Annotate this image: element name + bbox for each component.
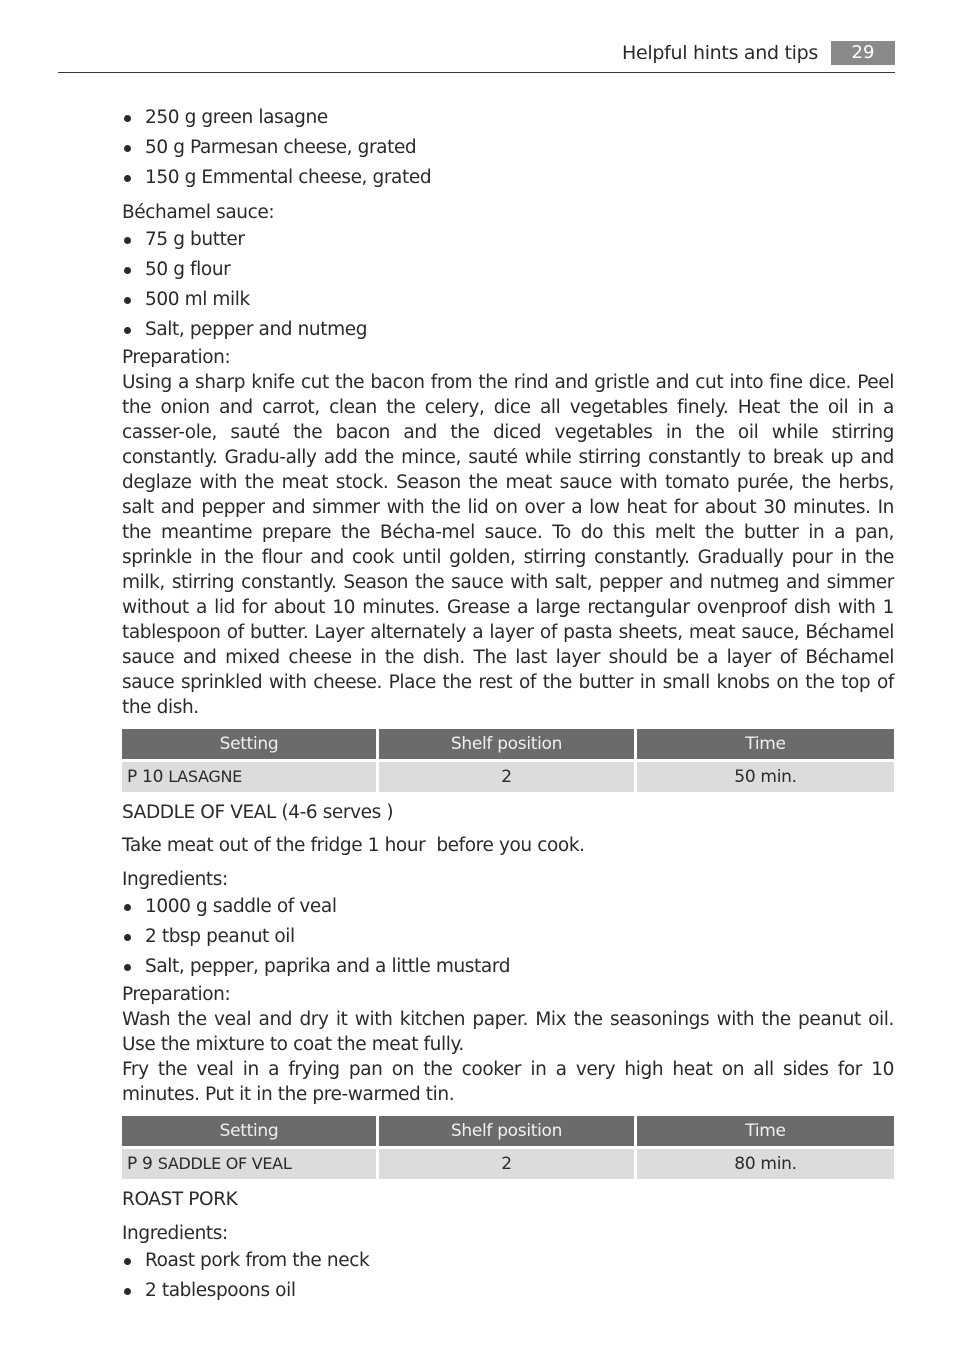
list-item: 2 tablespoons oil <box>122 1277 894 1307</box>
veal-preparation-line: Wash the veal and dry it with kitchen paper. Mix the seasonings with the peanut oil. Use the mixture to coat the meat fully. <box>122 1009 894 1055</box>
preparation-label: Preparation: <box>122 347 231 368</box>
time-cell: 50 min. <box>637 759 894 792</box>
section-title: Helpful hints and tips <box>622 42 818 64</box>
pork-ingredient-list <box>122 1247 894 1307</box>
shelf-cell: 2 <box>379 759 637 792</box>
pork-heading: ROAST PORK <box>122 1189 238 1210</box>
page-number-badge: 29 <box>831 41 895 65</box>
lasagne-preparation-text: Using a sharp knife cut the bacon from the rind and gristle and cut into fine dice. Peel the onion and carrot, clean the celery, dice all vegetables finely. Heat the oil in a casser-ole, sauté the bacon and the diced vegetables in the oil while stirring constantly. Gradu-ally add the mince, sauté while stirring constantly to break up and deglaze with the meat stock. Season the meat sauce with tomato purée, the herbs, salt and pepper and simmer with the lid on over a low heat for about 30 minutes. In the meantime prepare the Bécha-mel sauce. To do this melt the butter in a pan, sprinkle in the flour and cook until golden, stirring constantly. Gradually pour in the milk, stirring constantly. Season the sauce with salt, pepper and nutmeg and simmer without a lid for about 10 minutes. Grease a large rectangular ovenproof dish with 1 tablespoon of butter. Layer alternately a layer of pasta sheets, meat sauce, Béchamel sauce and mixed cheese in the dish. The last layer should be a layer of Béchamel sauce sprinkled with cheese. Place the rest of the butter in small knobs on the top of the dish. <box>122 372 894 718</box>
column-header-setting: Setting <box>122 1116 379 1146</box>
page-header <box>58 40 895 73</box>
list-item: 250 g green lasagne <box>122 104 894 134</box>
veal-intro-after: before you cook. <box>425 835 585 856</box>
veal-intro-before: Take meat out of the fridge <box>122 835 368 856</box>
veal-heading: SADDLE OF VEAL (4-6 serves ) <box>122 802 394 823</box>
veal-preparation-line: Fry the veal in a frying pan on the cooker in a very high heat on all sides for 10 minutes. Put it in the pre-warmed tin. <box>122 1059 894 1105</box>
bechamel-label: Béchamel sauce: <box>122 202 275 223</box>
list-item: Salt, pepper, paprika and a little mustard <box>122 953 894 983</box>
veal-ingredients-label: Ingredients: <box>122 869 228 890</box>
time-cell: 80 min. <box>637 1146 894 1179</box>
column-header-shelf: Shelf position <box>379 1116 637 1146</box>
list-item: 2 tbsp peanut oil <box>122 923 894 953</box>
column-header-time: Time <box>637 1116 894 1146</box>
veal-intro-time: 1 hour <box>367 835 426 856</box>
list-item: 50 g Parmesan cheese, grated <box>122 134 894 164</box>
table-header-row <box>122 729 894 759</box>
table-row <box>122 1146 894 1179</box>
column-header-setting: Setting <box>122 729 379 759</box>
program-code: P 9 <box>127 1154 153 1174</box>
pork-ingredients-label: Ingredients: <box>122 1223 228 1244</box>
setting-cell <box>122 1146 379 1179</box>
list-item: 1000 g saddle of veal <box>122 893 894 923</box>
column-header-time: Time <box>637 729 894 759</box>
bechamel-ingredient-list <box>122 226 894 346</box>
list-item: 500 ml milk <box>122 286 894 316</box>
program-name: LASAGNE <box>168 767 242 786</box>
setting-cell <box>122 759 379 792</box>
list-item: Roast pork from the neck <box>122 1247 894 1277</box>
table-header-row <box>122 1116 894 1146</box>
table-row <box>122 759 894 792</box>
veal-settings-table <box>122 1116 894 1179</box>
veal-ingredient-list <box>122 893 894 983</box>
list-item: Salt, pepper and nutmeg <box>122 316 894 346</box>
column-header-shelf: Shelf position <box>379 729 637 759</box>
veal-preparation-label: Preparation: <box>122 984 231 1005</box>
list-item: 150 g Emmental cheese, grated <box>122 164 894 194</box>
veal-intro <box>122 833 894 859</box>
lasagne-settings-table <box>122 729 894 792</box>
shelf-cell: 2 <box>379 1146 637 1179</box>
program-name: SADDLE OF VEAL <box>157 1154 292 1173</box>
lasagne-ingredient-list <box>122 104 894 194</box>
page-content <box>122 104 894 1307</box>
program-code: P 10 <box>127 767 164 787</box>
list-item: 75 g butter <box>122 226 894 256</box>
list-item: 50 g flour <box>122 256 894 286</box>
